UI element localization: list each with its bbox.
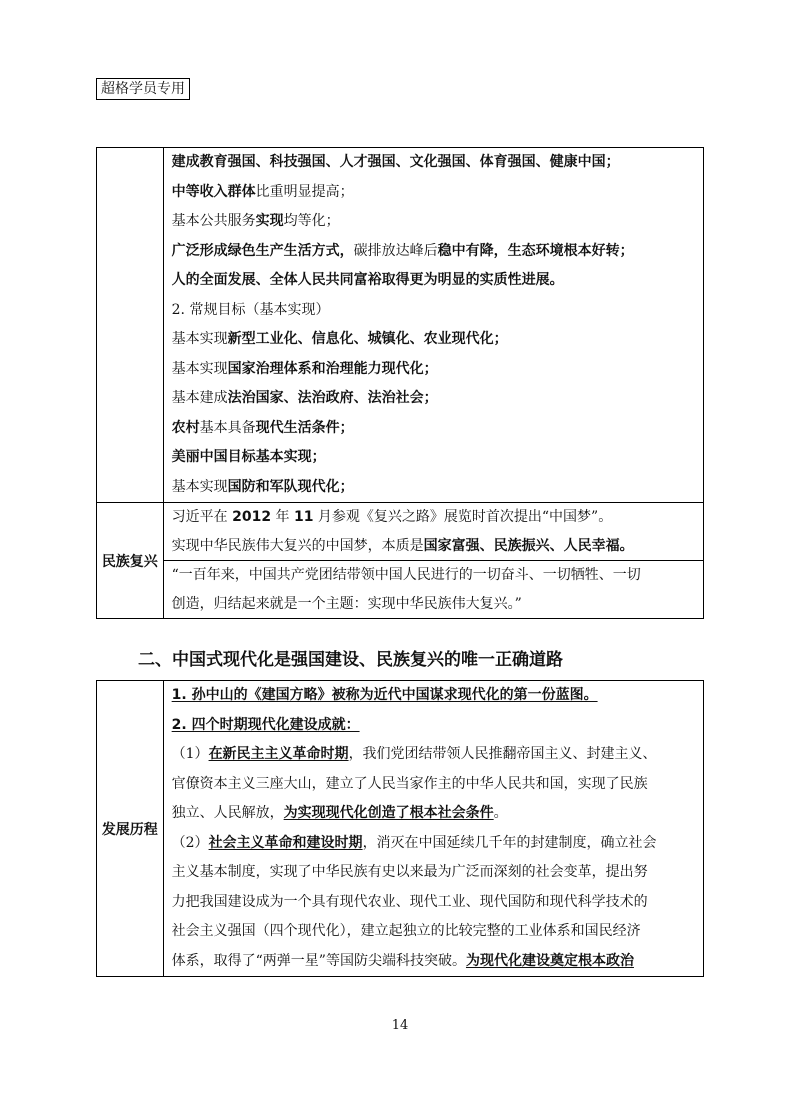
goal-line-1: 建成教育强国、科技强国、人才强国、文化强国、体育强国、健康中国；	[171, 154, 620, 170]
history-line-5: 独立、人民解放，为实现现代化创造了根本社会条件。	[171, 805, 508, 821]
empty-label-cell	[97, 148, 164, 503]
history-line-4: 官僚资本主义三座大山，建立了人民当家作主的中华人民共和国，实现了民族	[171, 775, 648, 792]
history-line-6: （2）社会主义革命和建设时期，消灭在中国延续几千年的封建制度，确立社会	[171, 834, 657, 851]
section-heading: 二、中国式现代化是强国建设、民族复兴的唯一正确道路	[138, 650, 563, 670]
goal-line-4: 广泛形成绿色生产生活方式，碳排放达峰后稳中有降，生态环境根本好转；	[171, 242, 634, 259]
goal-line-6: 2. 常规目标（基本实现）	[171, 301, 330, 318]
centenary-quote-cell	[163, 561, 703, 619]
goal-line-12: 基本实现国防和军队现代化；	[171, 478, 354, 495]
history-line-2: 2. 四个时期现代化建设成就：	[171, 716, 360, 733]
page-number: 14	[391, 1018, 409, 1033]
goal-line-2: 中等收入群体比重明显提高；	[171, 183, 354, 200]
goal-line-10: 农村基本具备现代生活条件；	[171, 419, 354, 436]
goal-line-7: 基本实现新型工业化、信息化、城镇化、农业现代化；	[171, 331, 508, 347]
quote-line-1: “一百年来，中国共产党团结带领中国人民进行的一切奋斗、一切牺牲、一切	[171, 567, 641, 583]
row-label-rejuvenation: 民族复兴	[97, 503, 164, 619]
history-cell	[163, 681, 703, 977]
goal-line-11: 美丽中国目标基本实现；	[171, 449, 326, 465]
quote-line-2: 创造，归结起来就是一个主题：实现中华民族伟大复兴。”	[171, 595, 522, 612]
student-only-tag: 超格学员专用	[96, 78, 190, 100]
china-dream-line-2: 实现中华民族伟大复兴的中国梦，本质是国家富强、民族振兴、人民幸福。	[171, 537, 634, 554]
history-line-10: 体系，取得了“两弹一星”等国防尖端科技突破。为现代化建设奠定根本政治	[171, 952, 634, 969]
history-line-3: （1）在新民主主义革命时期，我们党团结带领人民推翻帝国主义、封建主义、	[171, 746, 657, 762]
china-dream-line-1: 习近平在 2012 年 11 月参观《复兴之路》展览时首次提出“中国梦”。	[171, 509, 613, 525]
goals-table	[96, 147, 704, 619]
table-row	[97, 503, 704, 561]
table-row	[97, 681, 704, 977]
goal-line-9: 基本建成法治国家、法治政府、法治社会；	[171, 390, 438, 406]
history-line-7: 主义基本制度，实现了中华民族有史以来最为广泛而深刻的社会变革，提出努	[171, 864, 648, 880]
china-dream-cell	[163, 503, 703, 561]
goals-cell	[163, 148, 703, 503]
history-line-8: 力把我国建设成为一个具有现代农业、现代工业、现代国防和现代科学技术的	[171, 893, 648, 910]
history-table	[96, 680, 704, 977]
goal-line-3: 基本公共服务实现均等化；	[171, 213, 340, 229]
goal-line-5: 人的全面发展、全体人民共同富裕取得更为明显的实质性进展。	[171, 272, 564, 288]
goal-line-8: 基本实现国家治理体系和治理能力现代化；	[171, 360, 438, 377]
table-row	[97, 148, 704, 503]
table-row	[97, 561, 704, 619]
history-line-1: 1. 孙中山的《建国方略》被称为近代中国谋求现代化的第一份蓝图。	[171, 687, 598, 703]
row-label-history: 发展历程	[97, 681, 164, 977]
history-line-9: 社会主义强国（四个现代化），建立起独立的比较完整的工业体系和国民经济	[171, 923, 641, 939]
